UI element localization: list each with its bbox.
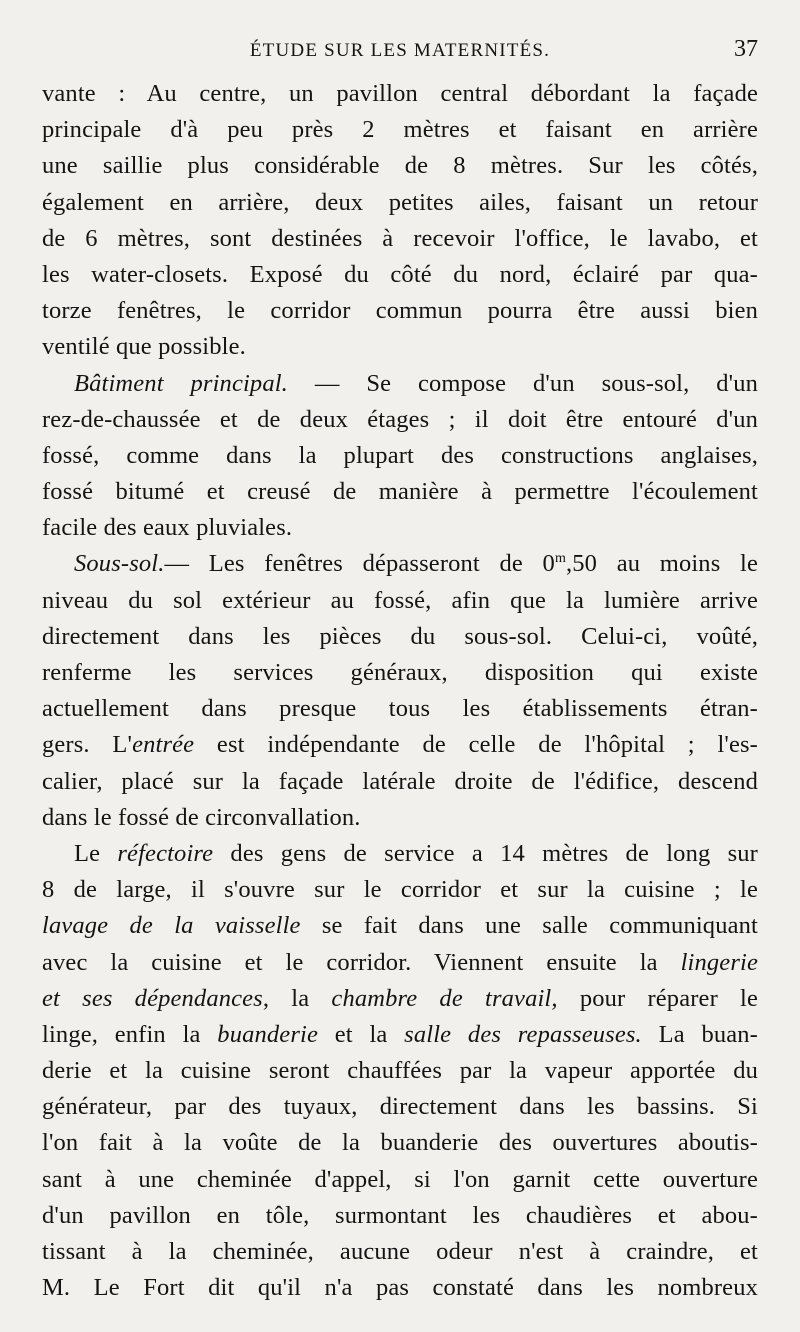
- text-run: ,50 au moins le: [566, 550, 758, 578]
- text-line: générateur, par des tuyaux, directement dans les bassins. Si: [42, 1093, 758, 1121]
- text-line: également en arrière, deux petites ailes, faisant un retour: [42, 188, 758, 216]
- text-line: sant à une cheminée d'appel, si l'on garnit cette ouverture: [42, 1165, 758, 1193]
- text-run: des gens de service a 14 mètres de long sur: [213, 839, 758, 867]
- text-line: tissant à la cheminée, aucune odeur n'est à craindre, et: [42, 1238, 758, 1265]
- text-run: pour réparer le: [557, 984, 759, 1012]
- paragraph-sous-sol: [42, 546, 758, 836]
- text-line: d'un pavillon en tôle, surmontant les chaudières et abou-: [42, 1201, 758, 1229]
- italic-term: chambre de travail,: [331, 984, 558, 1012]
- section-heading: Bâtiment principal.: [74, 369, 288, 397]
- italic-term: buanderie: [217, 1020, 318, 1048]
- text-run: Le: [74, 839, 118, 867]
- text-line: l'on fait à la voûte de la buanderie des ouvertures aboutis-: [42, 1129, 758, 1157]
- text-line: [42, 981, 758, 1017]
- italic-term: lavage de la vaisselle: [42, 912, 301, 940]
- text-run: La buan-: [641, 1020, 758, 1048]
- text-line: [42, 546, 758, 582]
- section-heading: Sous-sol.: [74, 550, 165, 578]
- text-line: de 6 mètres, sont destinées à recevoir l'office, le lavabo, et: [42, 224, 758, 252]
- text-run: se fait dans une salle communiquant: [300, 912, 758, 940]
- text-line: derie et la cuisine seront chauffées par la vapeur apportée du: [42, 1057, 758, 1085]
- text-run: , la: [262, 984, 332, 1012]
- text-line: [42, 366, 758, 402]
- italic-term: lingerie: [680, 948, 758, 976]
- text-line: niveau du sol extérieur au fossé, afin que la lumière arrive: [42, 586, 758, 614]
- text-line: [42, 908, 758, 944]
- text-run: — Se compose d'un sous-sol, d'un: [287, 369, 758, 397]
- text-line: [42, 836, 758, 872]
- page-header: [42, 36, 758, 76]
- text-line: M. Le Fort dit qu'il n'a pas constaté dans les nombreux: [42, 1274, 758, 1302]
- text-run: est indépendante de celle de l'hôpital ; l'es-: [194, 731, 758, 759]
- body-text: [42, 76, 758, 1306]
- text-line: actuellement dans presque tous les établissements étran-: [42, 695, 758, 723]
- text-line: fossé bitumé et creusé de manière à permettre l'écoulement: [42, 478, 758, 506]
- text-line: rez-de-chaussée et de deux étages ; il doit être entouré d'un: [42, 405, 758, 433]
- page-number: 37: [734, 36, 758, 62]
- text-line: facile des eaux pluviales.: [42, 514, 293, 542]
- text-run: et la: [318, 1020, 405, 1048]
- text-line: principale d'à peu près 2 mètres et faisant en arrière: [42, 116, 758, 144]
- italic-term: réfectoire: [117, 839, 214, 867]
- italic-term: salle des repasseuses.: [404, 1020, 642, 1048]
- text-line: [42, 727, 758, 763]
- text-line: calier, placé sur la façade latérale droite de l'édifice, descend: [42, 767, 758, 795]
- text-run: gers. L': [42, 731, 133, 759]
- paragraph-refectoire: [42, 836, 758, 1306]
- text-line: une saillie plus considérable de 8 mètres. Sur les côtés,: [42, 152, 758, 180]
- text-line: directement dans les pièces du sous-sol. Celui-ci, voûté,: [42, 622, 758, 650]
- text-line: 8 de large, il s'ouvre sur le corridor et sur la cuisine ; le: [42, 876, 758, 904]
- text-line: torze fenêtres, le corridor commun pourra être aussi bien: [42, 297, 758, 325]
- text-line: les water-closets. Exposé du côté du nord, éclairé par qua-: [42, 260, 758, 288]
- text-line: vante : Au centre, un pavillon central débordant la façade: [42, 80, 758, 107]
- text-line: [42, 1017, 758, 1053]
- text-line: dans le fossé de circonvallation.: [42, 803, 361, 831]
- text-run: avec la cuisine et le corridor. Viennent ensuite la: [42, 948, 681, 976]
- italic-term: entrée: [132, 731, 195, 759]
- text-line: renferme les services généraux, disposition qui existe: [42, 659, 758, 686]
- paragraph-1: [42, 76, 758, 366]
- superscript-unit: m: [554, 551, 566, 567]
- text-line: ventilé que possible.: [42, 333, 246, 361]
- text-line: fossé, comme dans la plupart des constructions anglaises,: [42, 441, 758, 469]
- text-line: [42, 945, 758, 981]
- running-head: ÉTUDE SUR LES MATERNITÉS.: [249, 40, 551, 61]
- text-run: — Les fenêtres dépasseront de 0: [164, 550, 555, 578]
- paragraph-batiment-principal: [42, 366, 758, 547]
- italic-term: et ses dépendances: [42, 984, 263, 1012]
- text-run: linge, enfin la: [42, 1020, 218, 1048]
